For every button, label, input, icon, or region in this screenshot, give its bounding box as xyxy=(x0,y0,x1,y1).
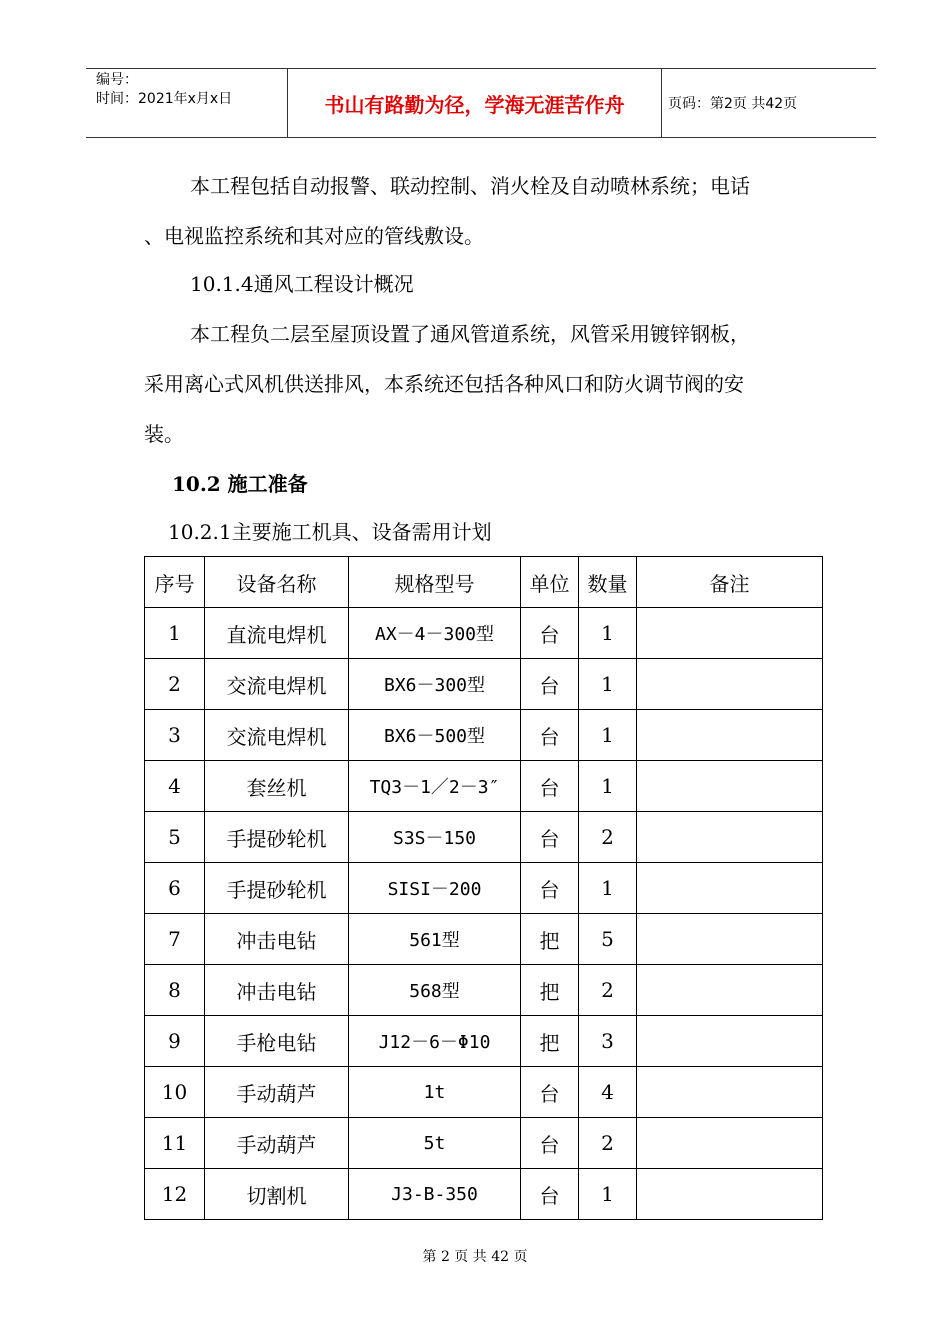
equipment-name-cell: 直流电焊机 xyxy=(205,608,349,659)
table-header-row xyxy=(145,557,823,608)
spec-cell: J12－6－Φ10 xyxy=(349,1016,521,1067)
paragraph-line: 、电视监控系统和其对应的管线敷设。 xyxy=(144,224,484,248)
quantity-cell: 1 xyxy=(579,710,637,761)
table-row xyxy=(145,1067,823,1118)
column-header: 设备名称 xyxy=(205,557,349,608)
quantity-cell: 3 xyxy=(579,1016,637,1067)
paragraph-line: 采用离心式风机供送排风，本系统还包括各种风口和防火调节阀的安 xyxy=(144,372,744,396)
row-index-cell: 11 xyxy=(145,1118,205,1169)
quantity-cell: 1 xyxy=(579,1169,637,1220)
row-index-cell: 12 xyxy=(145,1169,205,1220)
unit-cell: 台 xyxy=(521,710,579,761)
equipment-name-cell: 手动葫芦 xyxy=(205,1118,349,1169)
row-index-cell: 6 xyxy=(145,863,205,914)
remark-cell xyxy=(637,710,823,761)
section-heading-bold: 10.2 施工准备 xyxy=(172,472,308,496)
document-date: 时间：2021年x月x日 xyxy=(96,91,233,107)
column-header: 备注 xyxy=(637,557,823,608)
unit-cell: 把 xyxy=(521,1016,579,1067)
spec-cell: SISI－200 xyxy=(349,863,521,914)
spec-cell: 561型 xyxy=(349,914,521,965)
table-row xyxy=(145,761,823,812)
spec-cell: 1t xyxy=(349,1067,521,1118)
column-header: 序号 xyxy=(145,557,205,608)
table-row xyxy=(145,659,823,710)
spec-cell: BX6－300型 xyxy=(349,659,521,710)
remark-cell xyxy=(637,914,823,965)
equipment-name-cell: 手动葫芦 xyxy=(205,1067,349,1118)
paragraph-line: 装。 xyxy=(144,422,184,446)
quantity-cell: 5 xyxy=(579,914,637,965)
table-row xyxy=(145,965,823,1016)
row-index-cell: 2 xyxy=(145,659,205,710)
row-index-cell: 10 xyxy=(145,1067,205,1118)
column-header: 单位 xyxy=(521,557,579,608)
spec-cell: TQ3－1／2－3″ xyxy=(349,761,521,812)
equipment-name-cell: 手枪电钻 xyxy=(205,1016,349,1067)
remark-cell xyxy=(637,1169,823,1220)
quantity-cell: 2 xyxy=(579,965,637,1016)
spec-cell: 5t xyxy=(349,1118,521,1169)
equipment-table xyxy=(144,556,823,1220)
remark-cell xyxy=(637,608,823,659)
spec-cell: S3S－150 xyxy=(349,812,521,863)
page-header xyxy=(86,68,876,138)
remark-cell xyxy=(637,1067,823,1118)
remark-cell xyxy=(637,965,823,1016)
unit-cell: 台 xyxy=(521,761,579,812)
table-row xyxy=(145,1118,823,1169)
table-row xyxy=(145,1169,823,1220)
row-index-cell: 5 xyxy=(145,812,205,863)
unit-cell: 把 xyxy=(521,965,579,1016)
document-number-label: 编号： xyxy=(96,72,138,88)
equipment-name-cell: 冲击电钻 xyxy=(205,914,349,965)
equipment-name-cell: 套丝机 xyxy=(205,761,349,812)
unit-cell: 台 xyxy=(521,1067,579,1118)
table-row xyxy=(145,710,823,761)
remark-cell xyxy=(637,863,823,914)
spec-cell: BX6－500型 xyxy=(349,710,521,761)
page-footer: 第 2 页 共 42 页 xyxy=(422,1249,528,1265)
quantity-cell: 1 xyxy=(579,863,637,914)
quantity-cell: 1 xyxy=(579,659,637,710)
row-index-cell: 8 xyxy=(145,965,205,1016)
remark-cell xyxy=(637,1118,823,1169)
unit-cell: 台 xyxy=(521,812,579,863)
table-row xyxy=(145,863,823,914)
equipment-name-cell: 交流电焊机 xyxy=(205,710,349,761)
equipment-name-cell: 冲击电钻 xyxy=(205,965,349,1016)
paragraph-line: 本工程包括自动报警、联动控制、消火栓及自动喷林系统；电话 xyxy=(190,174,750,198)
quantity-cell: 1 xyxy=(579,761,637,812)
quantity-cell: 2 xyxy=(579,1118,637,1169)
equipment-name-cell: 交流电焊机 xyxy=(205,659,349,710)
header-motto: 书山有路勤为径，学海无涯苦作舟 xyxy=(287,69,662,137)
section-heading: 10.1.4通风工程设计概况 xyxy=(190,272,414,296)
table-row xyxy=(145,1016,823,1067)
remark-cell xyxy=(637,659,823,710)
table-row xyxy=(145,608,823,659)
quantity-cell: 4 xyxy=(579,1067,637,1118)
table-caption: 10.2.1主要施工机具、设备需用计划 xyxy=(168,520,492,544)
unit-cell: 台 xyxy=(521,659,579,710)
unit-cell: 把 xyxy=(521,914,579,965)
row-index-cell: 3 xyxy=(145,710,205,761)
remark-cell xyxy=(637,812,823,863)
spec-cell: 568型 xyxy=(349,965,521,1016)
row-index-cell: 1 xyxy=(145,608,205,659)
table-row xyxy=(145,812,823,863)
spec-cell: J3-B-350 xyxy=(349,1169,521,1220)
equipment-name-cell: 切割机 xyxy=(205,1169,349,1220)
equipment-name-cell: 手提砂轮机 xyxy=(205,812,349,863)
remark-cell xyxy=(637,1016,823,1067)
quantity-cell: 2 xyxy=(579,812,637,863)
spec-cell: AX－4－300型 xyxy=(349,608,521,659)
column-header: 规格型号 xyxy=(349,557,521,608)
header-meta xyxy=(86,69,286,137)
unit-cell: 台 xyxy=(521,608,579,659)
row-index-cell: 7 xyxy=(145,914,205,965)
equipment-name-cell: 手提砂轮机 xyxy=(205,863,349,914)
table-row xyxy=(145,914,823,965)
row-index-cell: 9 xyxy=(145,1016,205,1067)
column-header: 数量 xyxy=(579,557,637,608)
remark-cell xyxy=(637,761,823,812)
quantity-cell: 1 xyxy=(579,608,637,659)
unit-cell: 台 xyxy=(521,1169,579,1220)
unit-cell: 台 xyxy=(521,863,579,914)
row-index-cell: 4 xyxy=(145,761,205,812)
table-body xyxy=(145,608,823,1220)
unit-cell: 台 xyxy=(521,1118,579,1169)
paragraph-line: 本工程负二层至屋顶设置了通风管道系统，风管采用镀锌钢板， xyxy=(190,322,750,346)
header-page-info: 页码：第2页 共42页 xyxy=(668,96,798,112)
